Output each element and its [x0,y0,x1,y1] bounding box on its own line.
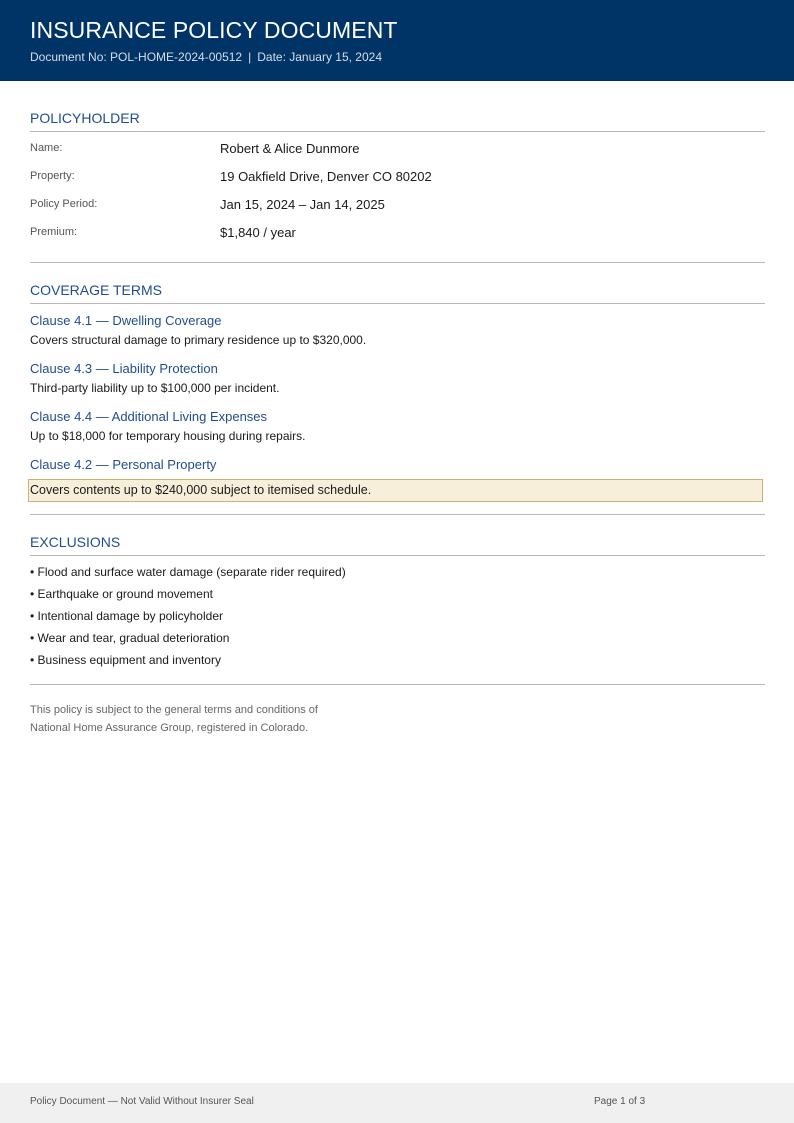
section-divider [30,684,765,685]
document-date: Date: January 15, 2024 [257,50,382,64]
exclusion-item: • Flood and surface water damage (separate rider required) [30,565,346,579]
coverage-clauses [30,304,765,504]
coverage-heading: COVERAGE TERMS [30,282,765,304]
field-label: Premium: [30,226,78,238]
policyholder-fields [30,132,765,252]
clause-text: Covers structural damage to primary residence up to $320,000. [30,333,367,347]
clause-item [30,409,765,443]
field-value: 19 Oakfield Drive, Denver CO 80202 [220,169,432,184]
page-number: Page 1 of 3 [594,1096,646,1107]
clause-item [30,313,765,347]
field-row-name [30,141,765,161]
document-meta [30,50,382,64]
field-value: $1,840 / year [220,225,296,240]
clause-text: Third-party liability up to $100,000 per incident. [30,381,280,395]
exclusion-item: • Wear and tear, gradual deterioration [30,631,230,645]
exclusion-item: • Earthquake or ground movement [30,587,213,601]
terms-note-line: National Home Assurance Group, registered in Colorado. [30,722,309,734]
field-row-premium [30,225,765,245]
exclusions-list [30,556,765,676]
clause-item [30,361,765,395]
clause-title: Clause 4.4 — Additional Living Expenses [30,409,268,424]
terms-note-line: This policy is subject to the general terms and conditions of [30,704,318,716]
clause-item-highlighted [30,457,765,497]
clause-title: Clause 4.2 — Personal Property [30,457,217,472]
section-divider [30,262,765,263]
footer-disclaimer: Policy Document — Not Valid Without Insurer Seal [30,1096,254,1107]
coverage-section [30,282,765,504]
field-value: Jan 15, 2024 – Jan 14, 2025 [220,197,385,212]
meta-separator: | [248,50,252,64]
terms-note [30,701,765,737]
field-row-policy-period [30,197,765,217]
policyholder-section [30,110,765,252]
exclusion-item: • Business equipment and inventory [30,653,221,667]
document-header [0,0,794,81]
policyholder-heading: POLICYHOLDER [30,110,765,132]
field-value: Robert & Alice Dunmore [220,141,360,156]
exclusions-section [30,534,765,676]
clause-title: Clause 4.1 — Dwelling Coverage [30,313,222,328]
field-label: Property: [30,170,75,182]
field-label: Name: [30,142,63,154]
document-number: Document No: POL-HOME-2024-00512 [30,50,243,64]
field-label: Policy Period: [30,198,98,210]
clause-text: Up to $18,000 for temporary housing during repairs. [30,429,306,443]
section-divider [30,514,765,515]
document-title: INSURANCE POLICY DOCUMENT [30,17,398,43]
field-row-property [30,169,765,189]
highlighted-clause-text: Covers contents up to $240,000 subject to itemised schedule. [28,479,763,502]
exclusion-item: • Intentional damage by policyholder [30,609,223,623]
clause-title: Clause 4.3 — Liability Protection [30,361,218,376]
exclusions-heading: EXCLUSIONS [30,534,765,556]
page-footer [0,1083,794,1123]
